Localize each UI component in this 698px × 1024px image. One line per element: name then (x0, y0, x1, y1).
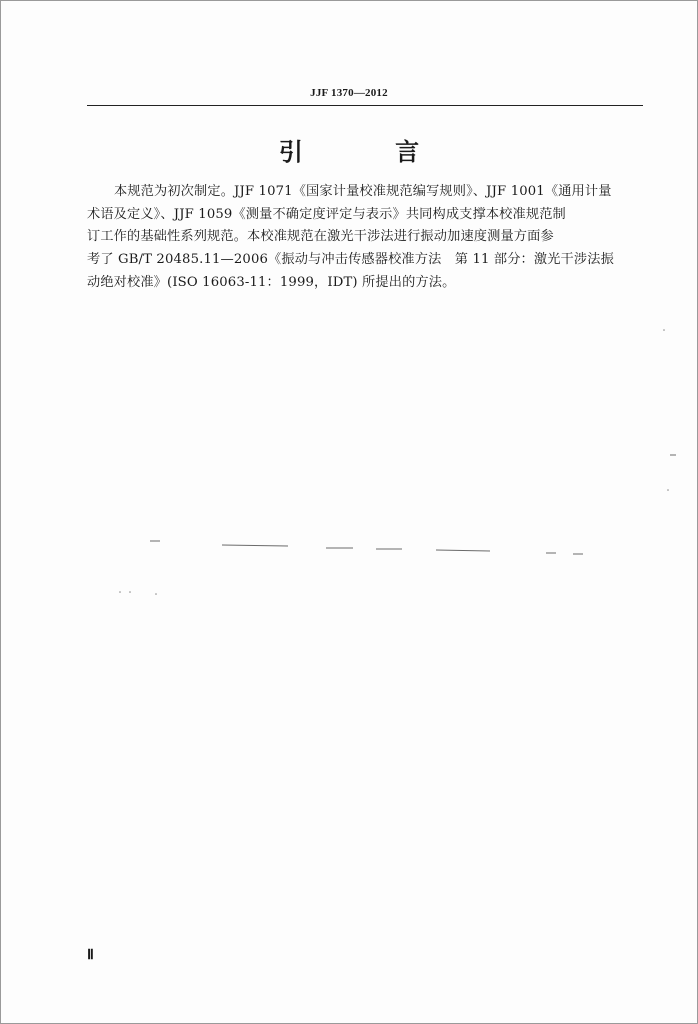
section-title: 引 言 (278, 138, 462, 166)
paragraph-line: 本规范为初次制定。JJF 1071《国家计量校准规范编写规则》、JJF 1001《通用计量 (114, 184, 612, 199)
body-paragraph (87, 181, 645, 295)
paragraph-line: 术语及定义》、JJF 1059《测量不确定度评定与表示》共同构成支撑本校准规范制 (87, 206, 566, 222)
header-rule (87, 105, 643, 106)
paragraph-line: 考了 GB/T 20485.11—2006《振动与冲击传感器校准方法 第 11 部分：激光干涉法振 (87, 252, 614, 268)
standard-code-header: JJF 1370—2012 (310, 87, 388, 99)
paragraph-line: 订工作的基础性系列规范。本校准规范在激光干涉法进行振动加速度测量方面参 (87, 229, 554, 245)
page-number: Ⅱ (87, 948, 94, 963)
paragraph-line: 动绝对校准》(ISO 16063-11：1999，IDT) 所提出的方法。 (87, 274, 456, 290)
